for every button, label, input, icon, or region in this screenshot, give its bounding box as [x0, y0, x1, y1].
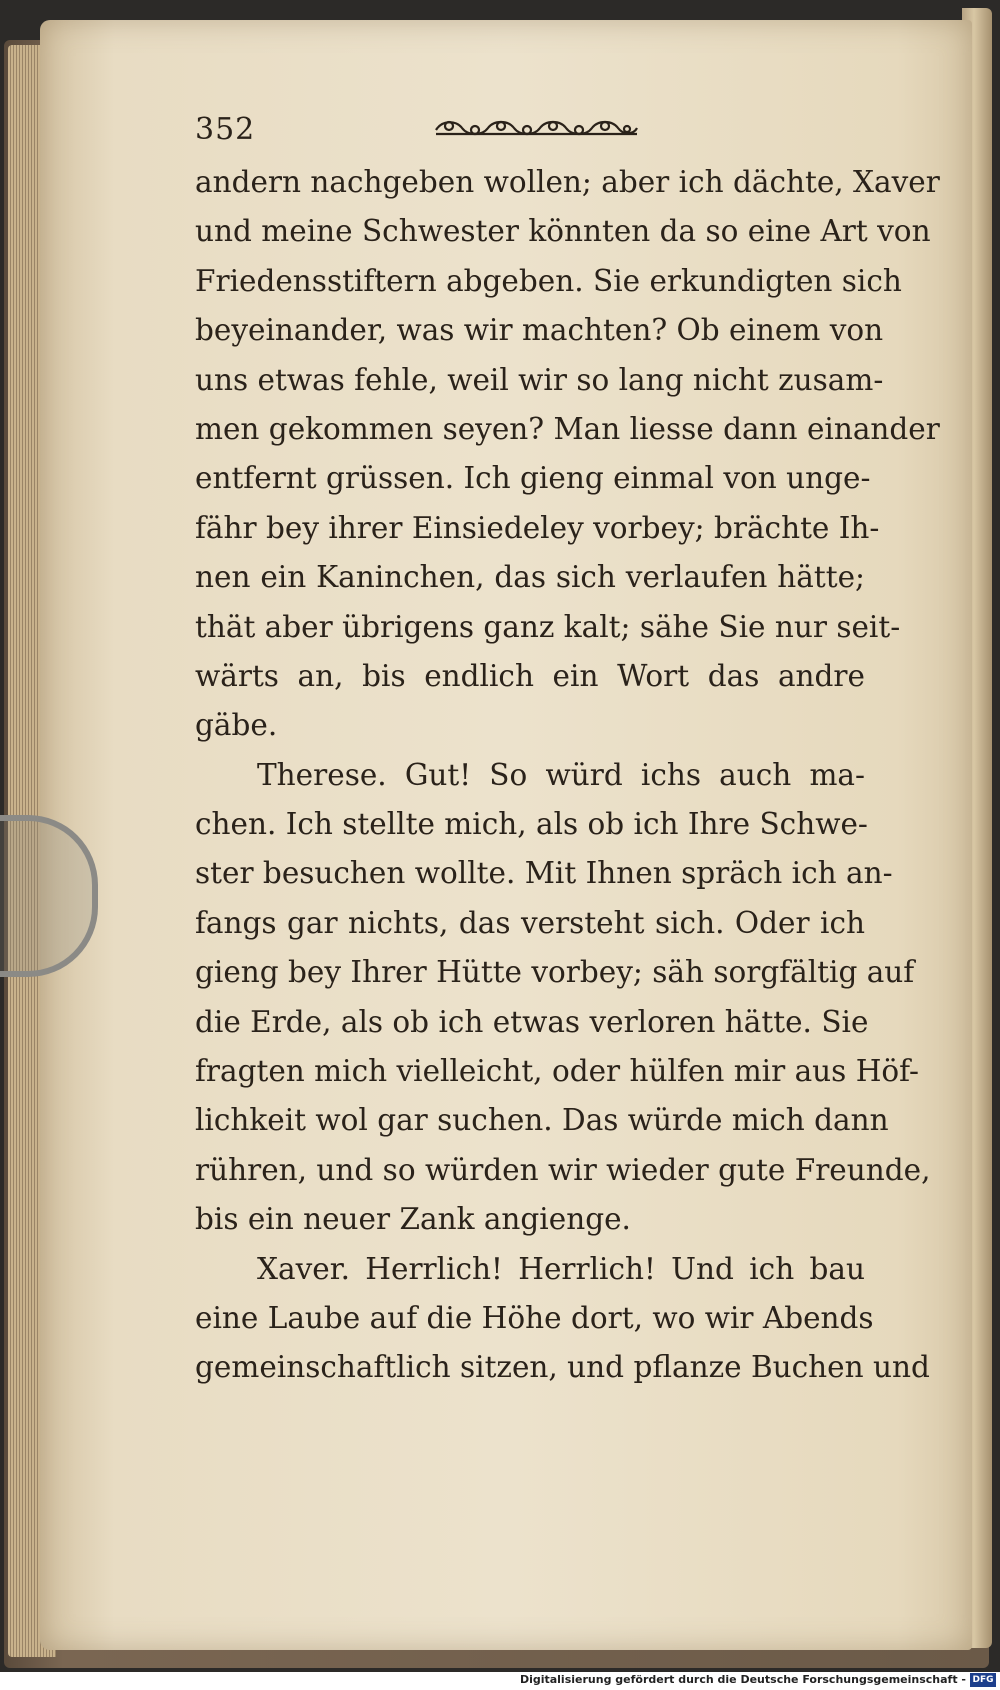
text-line: wärts an, bis endlich ein Wort das andre — [195, 658, 865, 693]
text-line: gemeinschaftlich sitzen, und pflanze Buchen und — [195, 1350, 930, 1385]
text-line: gäbe. — [195, 708, 278, 743]
text-line: ster besuchen wollte. Mit Ihnen spräch ich an- — [195, 856, 893, 891]
text-line: Therese. Gut! So würd ichs auch ma- — [257, 757, 865, 792]
text-line: fragten mich vielleicht, oder hülfen mir aus Höf- — [195, 1054, 920, 1089]
text-line: gieng bey Ihrer Hütte vorbey; säh sorgfältig auf — [195, 955, 915, 990]
text-line: rühren, und so würden wir wieder gute Freunde, — [195, 1152, 931, 1187]
dfg-logo: DFG — [970, 1673, 996, 1687]
text-line: men gekommen seyen? Man liesse dann einander — [195, 411, 940, 446]
text-line: andern nachgeben wollen; aber ich dächte, Xaver — [195, 165, 940, 199]
text-line: entfernt grüssen. Ich gieng einmal von unge- — [195, 461, 871, 496]
text-line: Friedensstiftern abgeben. Sie erkundigten sich — [195, 263, 902, 298]
header-ornament — [432, 116, 640, 138]
text-line: fähr bey ihrer Einsiedeley vorbey; brächte Ih- — [195, 510, 880, 545]
text-line: thät aber übrigens ganz kalt; sähe Sie nur seit- — [195, 609, 901, 644]
text-line: lichkeit wol gar suchen. Das würde mich dann — [195, 1103, 889, 1138]
text-line: uns etwas fehle, weil wir so lang nicht zusam- — [195, 362, 884, 397]
page-number: 352 — [195, 112, 256, 147]
text-line: fangs gar nichts, das versteht sich. Oder ich — [195, 905, 865, 940]
text-line: und meine Schwester könnten da so eine Art von — [195, 214, 931, 249]
text-line: bis ein neuer Zank angienge. — [195, 1202, 631, 1237]
text-line: beyeinander, was wir machten? Ob einem von — [195, 313, 884, 348]
digitization-credit: Digitalisierung gefördert durch die Deutsche Forschungsgemeinschaft - — [519, 1673, 966, 1686]
page-body-text — [195, 158, 940, 1393]
text-line: Xaver. Herrlich! Herrlich! Und ich bau — [257, 1251, 865, 1286]
text-line: eine Laube auf die Höhe dort, wo wir Abends — [195, 1300, 874, 1335]
text-line: nen ein Kaninchen, das sich verlaufen hätte; — [195, 560, 865, 595]
text-line: chen. Ich stellte mich, als ob ich Ihre Schwe- — [195, 807, 868, 842]
text-line: die Erde, als ob ich etwas verloren hätte. Sie — [195, 1004, 869, 1039]
